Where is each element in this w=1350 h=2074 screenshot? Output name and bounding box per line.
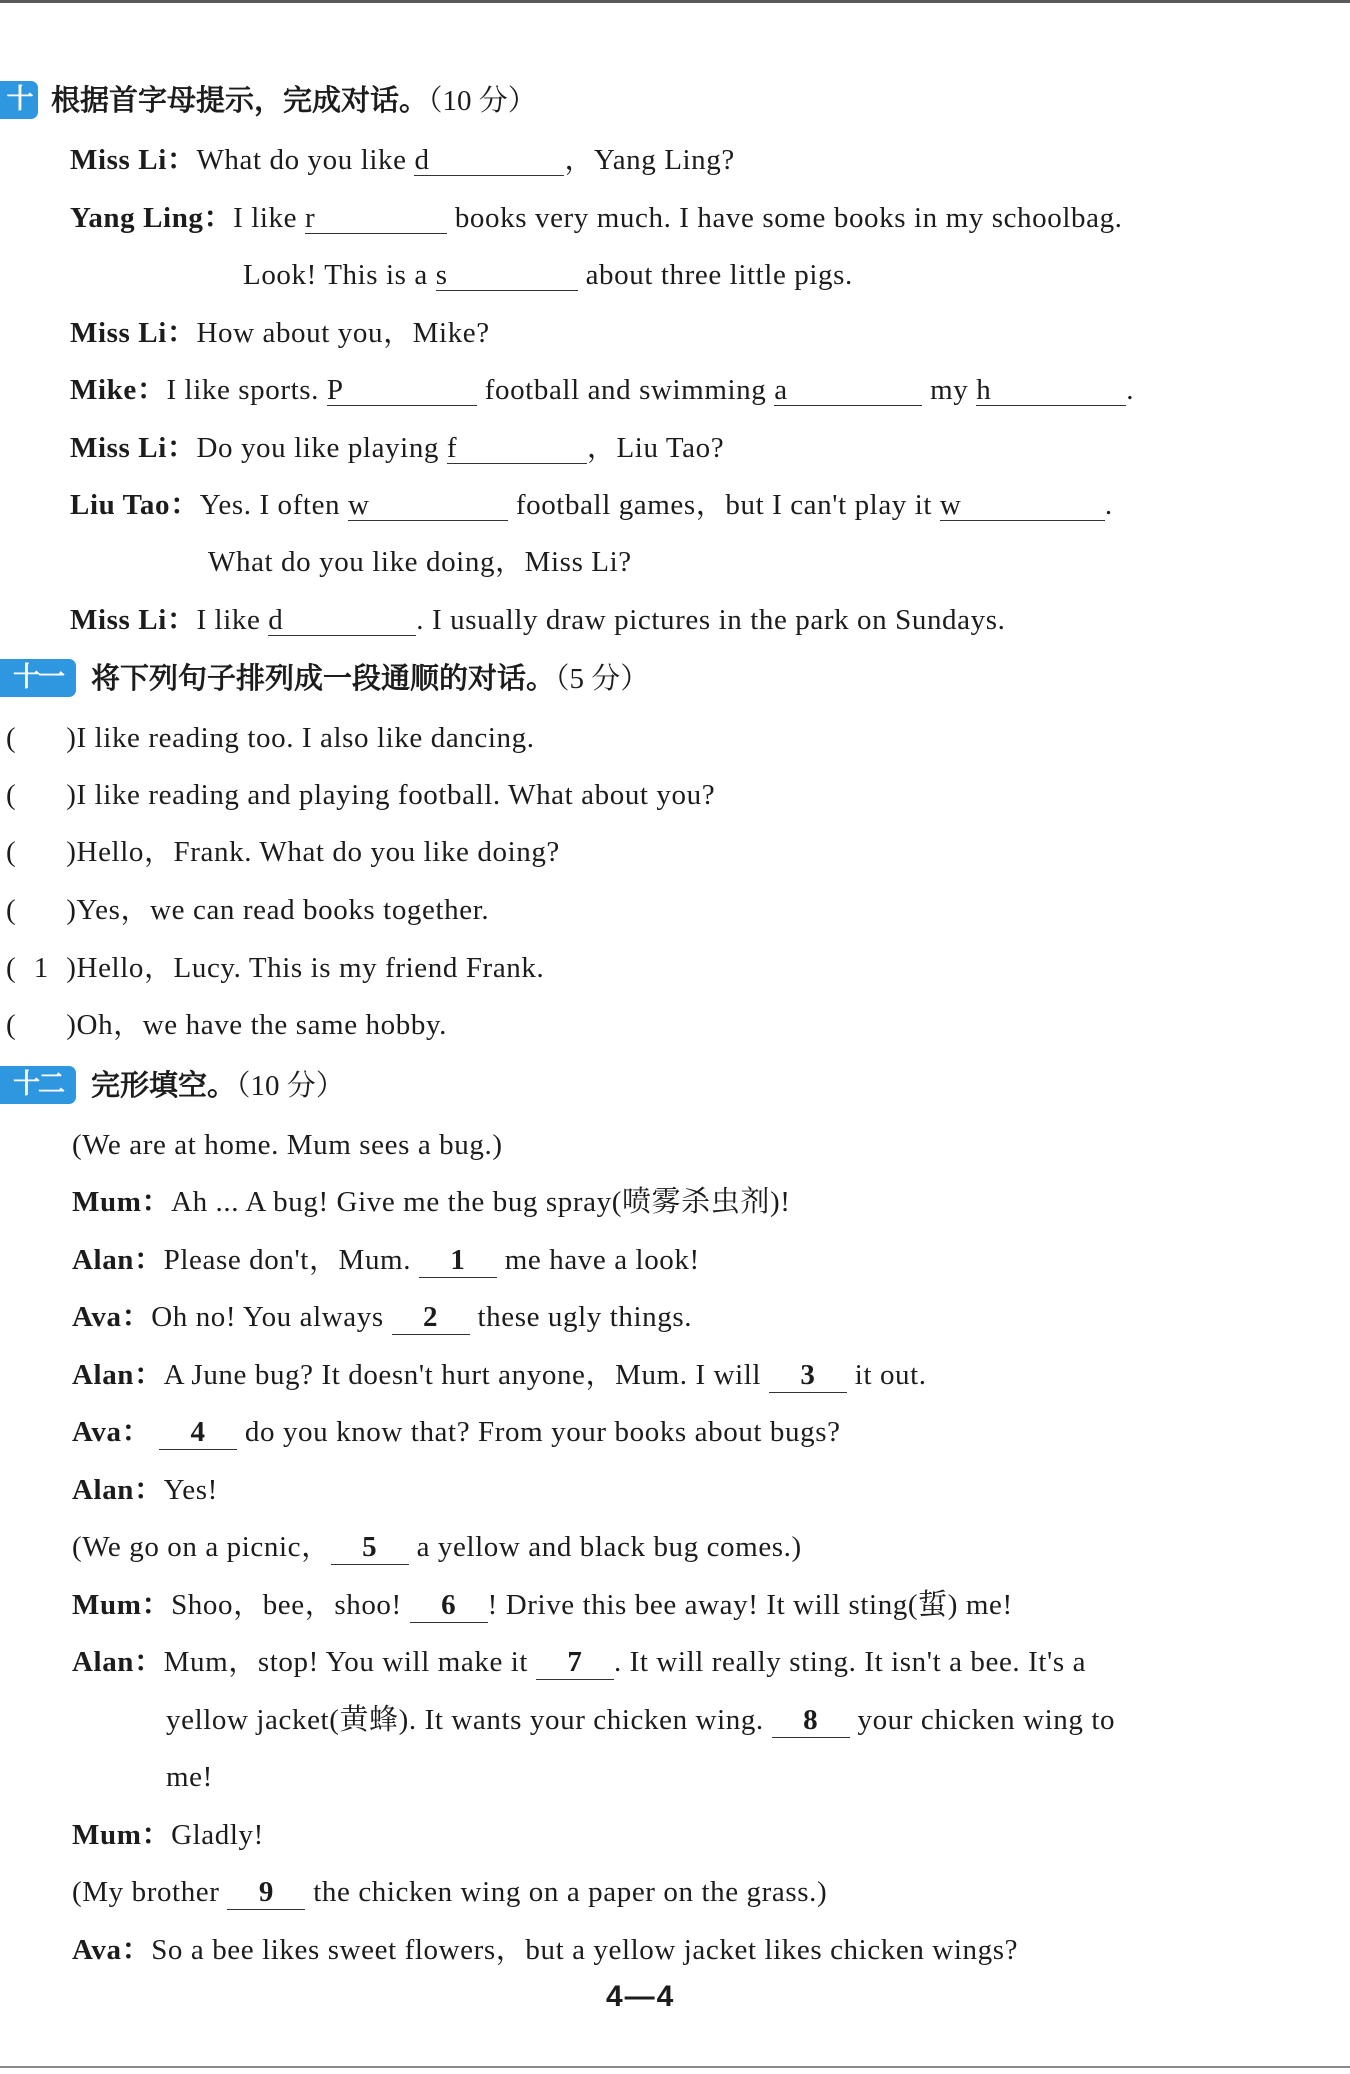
answer-blank[interactable]: w — [940, 488, 1105, 521]
s10-line-3: Look! This is a s about three little pigs. — [243, 259, 853, 291]
answer-blank[interactable]: f — [447, 431, 587, 464]
s10-line-6: Miss Li：Do you like playing f ，Liu Tao? — [70, 432, 725, 464]
s12-line-15: Ava：So a bee likes sweet flowers，but a yellow jacket likes chicken wings? — [72, 1934, 1019, 1966]
section-11-badge: 十一 — [0, 659, 76, 697]
section-10-badge: 十 — [0, 81, 38, 119]
section-12-title: 完形填空。 — [91, 1068, 237, 1102]
cloze-blank-2[interactable]: 2 — [392, 1300, 470, 1335]
s12-line-2: Mum：Ah ... A bug! Give me the bug spray(喷雾杀虫剂)! — [72, 1186, 791, 1218]
answer-blank[interactable]: s — [436, 258, 578, 291]
s11-item-5: ( 1 )Hello，Lucy. This is my friend Frank. — [6, 948, 544, 988]
cloze-blank-6[interactable]: 6 — [410, 1588, 488, 1623]
section-12-header — [0, 1063, 600, 1107]
s12-line-9: Mum：Shoo，bee，shoo! 6 ! Drive this bee away! It will sting(蜇) me! — [72, 1589, 1013, 1621]
s12-line-7: Alan：Yes! — [72, 1474, 218, 1506]
top-border — [0, 0, 1350, 3]
s12-line-6: Ava： 4 do you know that? From your books about bugs? — [72, 1416, 841, 1448]
s11-item-4: ( )Yes，we can read books together. — [6, 894, 490, 926]
cloze-blank-7[interactable]: 7 — [536, 1645, 614, 1680]
s10-line-1: Miss Li：What do you like d ，Yang Ling? — [70, 144, 735, 176]
s12-line-8: (We go on a picnic， 5 a yellow and black bug comes.) — [72, 1531, 802, 1563]
section-12-points: （10 分） — [236, 1070, 345, 1102]
s12-line-5: Alan：A June bug? It doesn't hurt anyone，Mum. I will 3 it out. — [72, 1359, 927, 1391]
answer-blank[interactable]: a — [774, 373, 922, 406]
s10-line-7: Liu Tao：Yes. I often w football games，but I can't play it w . — [70, 489, 1113, 521]
answer-blank[interactable]: w — [348, 488, 508, 521]
section-11-points: （5 分） — [555, 663, 650, 695]
s12-line-10: Alan：Mum，stop! You will make it 7 . It will really sting. It isn't a bee. It's a — [72, 1646, 1087, 1678]
section-12-badge: 十二 — [0, 1066, 76, 1104]
s11-item-3: ( )Hello，Frank. What do you like doing? — [6, 836, 560, 868]
s11-item-2: ( )I like reading and playing football. What about you? — [6, 779, 716, 811]
answer-blank[interactable]: d — [414, 143, 564, 176]
section-11-title: 将下列句子排列成一段通顺的对话。 — [91, 661, 556, 695]
s12-line-1: (We are at home. Mum sees a bug.) — [72, 1129, 503, 1161]
answer-blank[interactable]: d — [268, 603, 416, 636]
s10-line-4: Miss Li：How about you，Mike? — [70, 317, 490, 349]
answer-blank[interactable]: P — [327, 373, 477, 406]
cloze-blank-5[interactable]: 5 — [331, 1530, 409, 1565]
order-blank[interactable]: 1 — [33, 952, 49, 984]
s10-line-9: Miss Li：I like d . I usually draw pictures in the park on Sundays. — [70, 604, 1006, 636]
page-number: 4—4 — [606, 1980, 676, 2013]
s12-line-4: Ava：Oh no! You always 2 these ugly things. — [72, 1301, 693, 1333]
section-11-header — [0, 656, 800, 700]
s12-line-12: me! — [166, 1761, 213, 1793]
section-10-title: 根据首字母提示，完成对话。 — [51, 83, 429, 117]
cloze-blank-1[interactable]: 1 — [419, 1243, 497, 1278]
answer-blank[interactable]: r — [305, 201, 447, 234]
s12-line-14: (My brother 9 the chicken wing on a paper on the grass.) — [72, 1876, 828, 1908]
s12-line-13: Mum：Gladly! — [72, 1819, 264, 1851]
s10-line-5: Mike：I like sports. P football and swimming a my h . — [70, 374, 1135, 406]
cloze-blank-3[interactable]: 3 — [769, 1358, 847, 1393]
s11-item-6: ( )Oh，we have the same hobby. — [6, 1009, 448, 1041]
cloze-blank-4[interactable]: 4 — [159, 1415, 237, 1450]
cloze-blank-8[interactable]: 8 — [772, 1703, 850, 1738]
s12-line-3: Alan：Please don't，Mum. 1 me have a look! — [72, 1244, 700, 1276]
s10-line-8: What do you like doing，Miss Li? — [208, 546, 632, 578]
s11-item-1: ( )I like reading too. I also like dancing. — [6, 722, 535, 754]
bottom-border — [0, 2066, 1350, 2068]
answer-blank[interactable]: h — [976, 373, 1126, 406]
cloze-blank-9[interactable]: 9 — [227, 1875, 305, 1910]
section-10-points: （10 分） — [428, 85, 537, 117]
section-10-header — [0, 78, 700, 122]
s10-line-2: Yang Ling：I like r books very much. I have some books in my schoolbag. — [70, 202, 1123, 234]
s12-line-11: yellow jacket(黄蜂). It wants your chicken wing. 8 your chicken wing to — [166, 1704, 1116, 1736]
